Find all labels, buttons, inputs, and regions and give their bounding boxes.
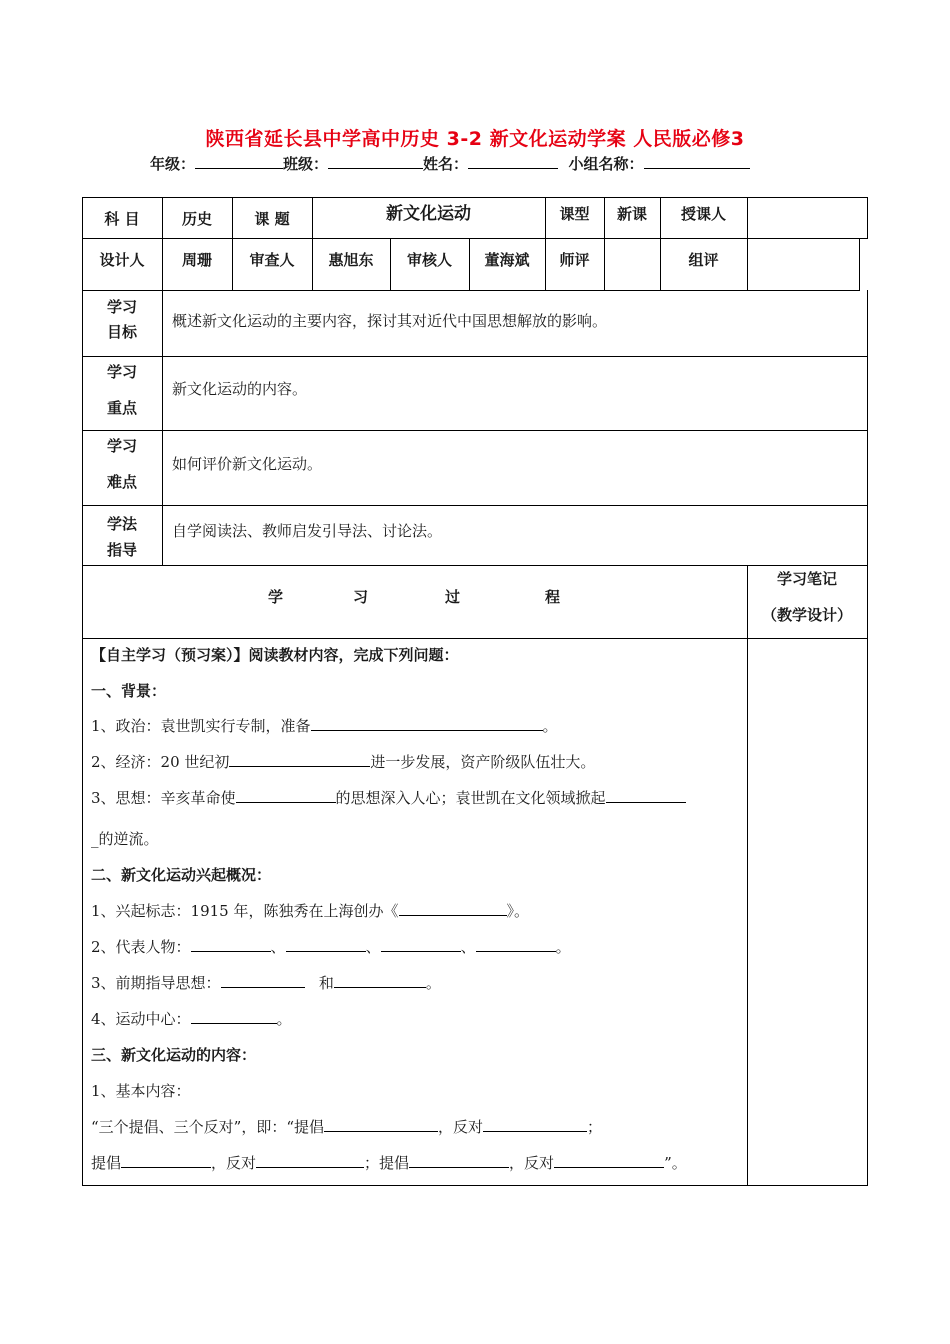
difficulty-label-top: 学习	[106, 437, 137, 455]
info-row	[150, 153, 750, 174]
group-label: 小组名称：	[568, 155, 644, 173]
notes-subtitle: （教学设计）	[761, 606, 852, 624]
class-field[interactable]	[328, 154, 423, 169]
document-title: 陕西省延长县中学高中历史 3-2 新文化运动学案 人民版必修3	[205, 128, 745, 150]
teacher-label: 授课人	[680, 205, 726, 223]
section-1-heading: 一、背景：	[91, 682, 167, 700]
movement-center: 4、运动中心： 。	[91, 1010, 292, 1028]
blank-economy[interactable]	[229, 751, 370, 767]
process-char-2: 习	[353, 588, 369, 606]
notes-title: 学习笔记	[776, 570, 837, 588]
grade-field[interactable]	[195, 154, 283, 169]
blank-person-3[interactable]	[381, 936, 461, 952]
objective-label-bottom: 目标	[106, 323, 137, 341]
keypoint-text: 新文化运动的内容。	[172, 380, 308, 398]
name-label: 姓名：	[423, 155, 469, 173]
keypoint-label-top: 学习	[106, 363, 137, 381]
blank-politics[interactable]	[311, 715, 543, 731]
teacher-eval-label: 师评	[559, 251, 590, 269]
section-2-heading: 二、新文化运动兴起概况：	[91, 866, 272, 884]
background-thought: 3、思想：辛亥革命使 的思想深入人心；袁世凯在文化领域掀起	[91, 787, 686, 808]
reviewer-value: 惠旭东	[328, 251, 374, 269]
background-politics: 1、政治：袁世凯实行专制，准备 。	[91, 717, 558, 735]
blank-person-4[interactable]	[476, 936, 556, 952]
blank-oppose-2[interactable]	[256, 1152, 364, 1168]
objective-text: 概述新文化运动的主要内容，探讨其对近代中国思想解放的影响。	[172, 312, 608, 330]
name-field[interactable]	[468, 154, 558, 169]
blank-person-1[interactable]	[191, 936, 271, 952]
process-char-4: 程	[545, 588, 561, 606]
blank-thought-2[interactable]	[606, 787, 686, 803]
process-char-1: 学	[268, 588, 284, 606]
blank-advocate-3[interactable]	[409, 1152, 509, 1168]
topic-label: 课 题	[254, 210, 290, 228]
group-eval-label: 组评	[688, 251, 719, 269]
method-text: 自学阅读法、教师启发引导法、讨论法。	[172, 522, 443, 540]
method-label-bottom: 指导	[106, 541, 137, 559]
keypoint-label-bottom: 重点	[106, 399, 137, 417]
representatives: 2、代表人物： 、 、 、 。	[91, 938, 571, 956]
background-thought-cont: _的逆流。	[91, 830, 159, 848]
grade-label: 年级：	[150, 155, 196, 173]
type-label: 课型	[559, 205, 590, 223]
difficulty-label-bottom: 难点	[106, 473, 137, 491]
designer-value: 周珊	[181, 251, 212, 269]
blank-idea-2[interactable]	[334, 972, 426, 988]
blank-oppose-3[interactable]	[554, 1152, 664, 1168]
basic-content-label: 1、基本内容：	[91, 1082, 191, 1100]
method-label-top: 学法	[106, 515, 137, 533]
blank-journal[interactable]	[399, 900, 507, 916]
background-economy: 2、经济：20 世纪初 进一步发展，资产阶级队伍壮大。	[91, 753, 596, 771]
difficulty-text: 如何评价新文化运动。	[172, 455, 323, 473]
blank-advocate-2[interactable]	[121, 1152, 211, 1168]
designer-label: 设计人	[99, 251, 145, 269]
class-label: 班级：	[283, 155, 329, 173]
objective-label-top: 学习	[106, 298, 137, 316]
blank-idea-1[interactable]	[221, 972, 305, 988]
type-value: 新课	[616, 205, 647, 223]
checker-value: 董海斌	[484, 251, 530, 269]
three-advocates-line-2: 提倡 ，反对 ；提倡 ，反对 ”。	[91, 1154, 687, 1172]
group-field[interactable]	[644, 154, 750, 169]
checker-label: 审核人	[406, 251, 452, 269]
guiding-ideas: 3、前期指导思想： 和 。	[91, 974, 441, 992]
subject-label: 科 目	[104, 210, 140, 228]
section-3-heading: 三、新文化运动的内容：	[91, 1046, 257, 1064]
intro-heading: 【自主学习（预习案）】阅读教材内容，完成下列问题：	[91, 646, 459, 664]
three-advocates-line-1: “三个提倡、三个反对”，即：“提倡 ，反对 ；	[91, 1118, 603, 1136]
blank-thought-1[interactable]	[236, 787, 336, 803]
reviewer-label: 审查人	[249, 251, 295, 269]
blank-advocate-1[interactable]	[324, 1116, 438, 1132]
rise-symbol: 1、兴起标志：1915 年，陈独秀在上海创办《 》。	[91, 902, 530, 920]
subject-value: 历史	[181, 210, 212, 228]
blank-oppose-1[interactable]	[483, 1116, 587, 1132]
topic-value: 新文化运动	[386, 204, 471, 224]
blank-person-2[interactable]	[286, 936, 366, 952]
blank-center[interactable]	[191, 1008, 277, 1024]
process-char-3: 过	[445, 588, 461, 606]
